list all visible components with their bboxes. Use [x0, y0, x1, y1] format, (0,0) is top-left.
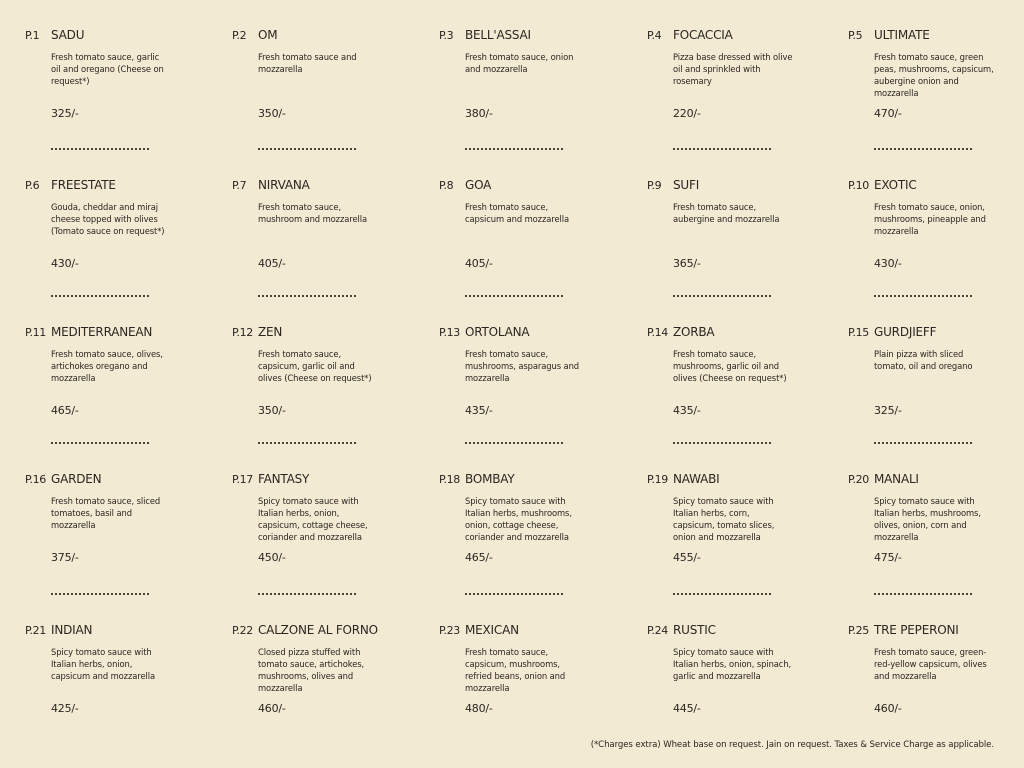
item-heading	[848, 325, 1024, 339]
menu-item-p22	[207, 595, 414, 740]
item-code: P.22	[232, 624, 253, 637]
menu-item-p18	[414, 444, 622, 595]
item-description: Fresh tomato sauce, aubergine and mozzarella	[673, 202, 780, 224]
item-heading	[25, 28, 207, 42]
item-name: BELL'ASSAI	[465, 28, 531, 42]
item-heading	[439, 28, 622, 42]
item-description: Fresh tomato sauce, mushrooms, garlic oil and olives (Cheese on request*)	[673, 349, 787, 383]
item-heading	[25, 623, 207, 637]
item-heading	[647, 178, 823, 192]
item-description: Spicy tomato sauce with Italian herbs, onion, capsicum, cottage cheese, coriander and mozzarella	[258, 496, 368, 542]
item-name: ZORBA	[673, 325, 715, 339]
item-price: 325/-	[874, 404, 902, 417]
menu-item-p19	[622, 444, 823, 595]
item-code: P.11	[25, 326, 46, 339]
item-description: Fresh tomato sauce, onion and mozzarella	[465, 52, 574, 74]
item-price: 380/-	[465, 107, 493, 120]
item-description: Fresh tomato sauce, capsicum, mushrooms, refried beans, onion and mozzarella	[465, 647, 566, 693]
item-code: P.6	[25, 179, 40, 192]
item-code: P.19	[647, 473, 668, 486]
menu-item-p11	[0, 297, 207, 444]
item-price: 405/-	[258, 257, 286, 270]
item-description: Spicy tomato sauce with Italian herbs, onion, capsicum and mozzarella	[51, 647, 155, 681]
item-heading	[25, 472, 207, 486]
item-price: 445/-	[673, 702, 701, 715]
item-heading	[232, 325, 414, 339]
item-price: 450/-	[258, 551, 286, 564]
menu-item-p12	[207, 297, 414, 444]
item-code: P.12	[232, 326, 253, 339]
menu-item-p20	[823, 444, 1024, 595]
item-code: P.21	[25, 624, 46, 637]
item-name: NIRVANA	[258, 178, 310, 192]
item-name: BOMBAY	[465, 472, 515, 486]
item-description: Fresh tomato sauce, green peas, mushrooms, capsicum, aubergine onion and mozzarella	[874, 52, 994, 98]
item-description: Closed pizza stuffed with tomato sauce, artichokes, mushrooms, olives and mozzarella	[258, 647, 365, 693]
item-price: 430/-	[51, 257, 79, 270]
menu-item-p17	[207, 444, 414, 595]
menu-item-p23	[414, 595, 622, 740]
menu-item-p6	[0, 150, 207, 297]
item-heading	[25, 325, 207, 339]
item-price: 435/-	[673, 404, 701, 417]
item-name: GOA	[465, 178, 492, 192]
item-description: Plain pizza with sliced tomato, oil and oregano	[874, 349, 973, 371]
item-code: P.9	[647, 179, 662, 192]
item-description: Fresh tomato sauce and mozzarella	[258, 52, 357, 74]
item-name: GURDJIEFF	[874, 325, 937, 339]
item-description: Fresh tomato sauce, mushroom and mozzarella	[258, 202, 367, 224]
item-price: 375/-	[51, 551, 79, 564]
item-name: GARDEN	[51, 472, 102, 486]
item-price: 430/-	[874, 257, 902, 270]
item-name: OM	[258, 28, 278, 42]
item-heading	[25, 178, 207, 192]
item-heading	[647, 623, 823, 637]
item-price: 220/-	[673, 107, 701, 120]
item-heading	[647, 325, 823, 339]
item-description: Fresh tomato sauce, green-red-yellow capsicum, olives and mozzarella	[874, 647, 987, 681]
item-code: P.18	[439, 473, 460, 486]
item-code: P.8	[439, 179, 454, 192]
item-heading	[232, 472, 414, 486]
menu-item-p13	[414, 297, 622, 444]
item-heading	[439, 178, 622, 192]
menu-item-p4	[622, 0, 823, 150]
menu-item-p7	[207, 150, 414, 297]
item-code: P.3	[439, 29, 454, 42]
item-name: RUSTIC	[673, 623, 716, 637]
item-code: P.13	[439, 326, 460, 339]
item-name: FOCACCIA	[673, 28, 733, 42]
menu-footnote: (*Charges extra) Wheat base on request. Jain on request. Taxes & Service Charge as applicable.	[590, 740, 994, 750]
item-price: 480/-	[465, 702, 493, 715]
item-heading	[848, 28, 1024, 42]
item-description: Fresh tomato sauce, olives, artichokes oregano and mozzarella	[51, 349, 163, 383]
item-code: P.4	[647, 29, 662, 42]
item-code: P.7	[232, 179, 247, 192]
item-heading	[232, 178, 414, 192]
menu-item-p9	[622, 150, 823, 297]
item-price: 465/-	[51, 404, 79, 417]
item-code: P.15	[848, 326, 869, 339]
item-name: INDIAN	[51, 623, 93, 637]
item-heading	[439, 325, 622, 339]
item-name: TRE PEPERONI	[874, 623, 959, 637]
item-heading	[848, 178, 1024, 192]
item-name: ZEN	[258, 325, 283, 339]
item-price: 460/-	[258, 702, 286, 715]
item-description: Spicy tomato sauce with Italian herbs, mushrooms, onion, cottage cheese, coriander and mozzarella	[465, 496, 572, 542]
item-code: P.17	[232, 473, 253, 486]
item-name: MEXICAN	[465, 623, 519, 637]
item-heading	[848, 472, 1024, 486]
item-heading	[439, 623, 622, 637]
item-name: MEDITERRANEAN	[51, 325, 153, 339]
item-code: P.24	[647, 624, 668, 637]
menu-item-p25	[823, 595, 1024, 740]
item-code: P.16	[25, 473, 46, 486]
item-name: MANALI	[874, 472, 919, 486]
item-description: Fresh tomato sauce, capsicum and mozzarella	[465, 202, 569, 224]
menu-item-p1	[0, 0, 207, 150]
item-description: Fresh tomato sauce, sliced tomatoes, basil and mozzarella	[51, 496, 161, 530]
item-name: FANTASY	[258, 472, 310, 486]
item-code: P.14	[647, 326, 668, 339]
item-name: ULTIMATE	[874, 28, 930, 42]
item-price: 405/-	[465, 257, 493, 270]
item-name: NAWABI	[673, 472, 720, 486]
item-price: 460/-	[874, 702, 902, 715]
menu-item-p10	[823, 150, 1024, 297]
item-price: 325/-	[51, 107, 79, 120]
menu-item-p15	[823, 297, 1024, 444]
item-description: Fresh tomato sauce, capsicum, garlic oil and olives (Cheese on request*)	[258, 349, 372, 383]
item-description: Fresh tomato sauce, mushrooms, asparagus and mozzarella	[465, 349, 580, 383]
item-description: Pizza base dressed with olive oil and sprinkled with rosemary	[673, 52, 793, 86]
item-price: 425/-	[51, 702, 79, 715]
item-heading	[647, 28, 823, 42]
item-price: 465/-	[465, 551, 493, 564]
item-name: SUFI	[673, 178, 700, 192]
item-description: Fresh tomato sauce, onion, mushrooms, pineapple and mozzarella	[874, 202, 986, 236]
item-heading	[647, 472, 823, 486]
item-price: 350/-	[258, 107, 286, 120]
menu-item-p21	[0, 595, 207, 740]
menu-item-p5	[823, 0, 1024, 150]
item-price: 470/-	[874, 107, 902, 120]
item-code: P.2	[232, 29, 247, 42]
item-code: P.1	[25, 29, 40, 42]
item-price: 350/-	[258, 404, 286, 417]
item-heading	[232, 623, 414, 637]
item-description: Spicy tomato sauce with Italian herbs, mushrooms, olives, onion, corn and mozzarella	[874, 496, 981, 542]
menu-item-p2	[207, 0, 414, 150]
item-name: SADU	[51, 28, 85, 42]
item-heading	[848, 623, 1024, 637]
item-code: P.23	[439, 624, 460, 637]
item-name: FREESTATE	[51, 178, 116, 192]
item-price: 475/-	[874, 551, 902, 564]
item-price: 455/-	[673, 551, 701, 564]
menu-item-p24	[622, 595, 823, 740]
menu-item-p3	[414, 0, 622, 150]
item-name: EXOTIC	[874, 178, 917, 192]
item-heading	[232, 28, 414, 42]
item-description: Fresh tomato sauce, garlic oil and oregano (Cheese on request*)	[51, 52, 164, 86]
menu-item-p14	[622, 297, 823, 444]
item-code: P.5	[848, 29, 863, 42]
item-name: CALZONE AL FORNO	[258, 623, 378, 637]
item-description: Spicy tomato sauce with Italian herbs, corn, capsicum, tomato slices, onion and mozzarella	[673, 496, 775, 542]
item-description: Gouda, cheddar and miraj cheese topped with olives (Tomato sauce on request*)	[51, 202, 165, 236]
item-description: Spicy tomato sauce with Italian herbs, onion, spinach, garlic and mozzarella	[673, 647, 792, 681]
menu-item-p16	[0, 444, 207, 595]
menu-item-p8	[414, 150, 622, 297]
item-code: P.25	[848, 624, 869, 637]
item-code: P.20	[848, 473, 869, 486]
item-code: P.10	[848, 179, 869, 192]
item-heading	[439, 472, 622, 486]
item-price: 365/-	[673, 257, 701, 270]
item-name: ORTOLANA	[465, 325, 530, 339]
item-price: 435/-	[465, 404, 493, 417]
